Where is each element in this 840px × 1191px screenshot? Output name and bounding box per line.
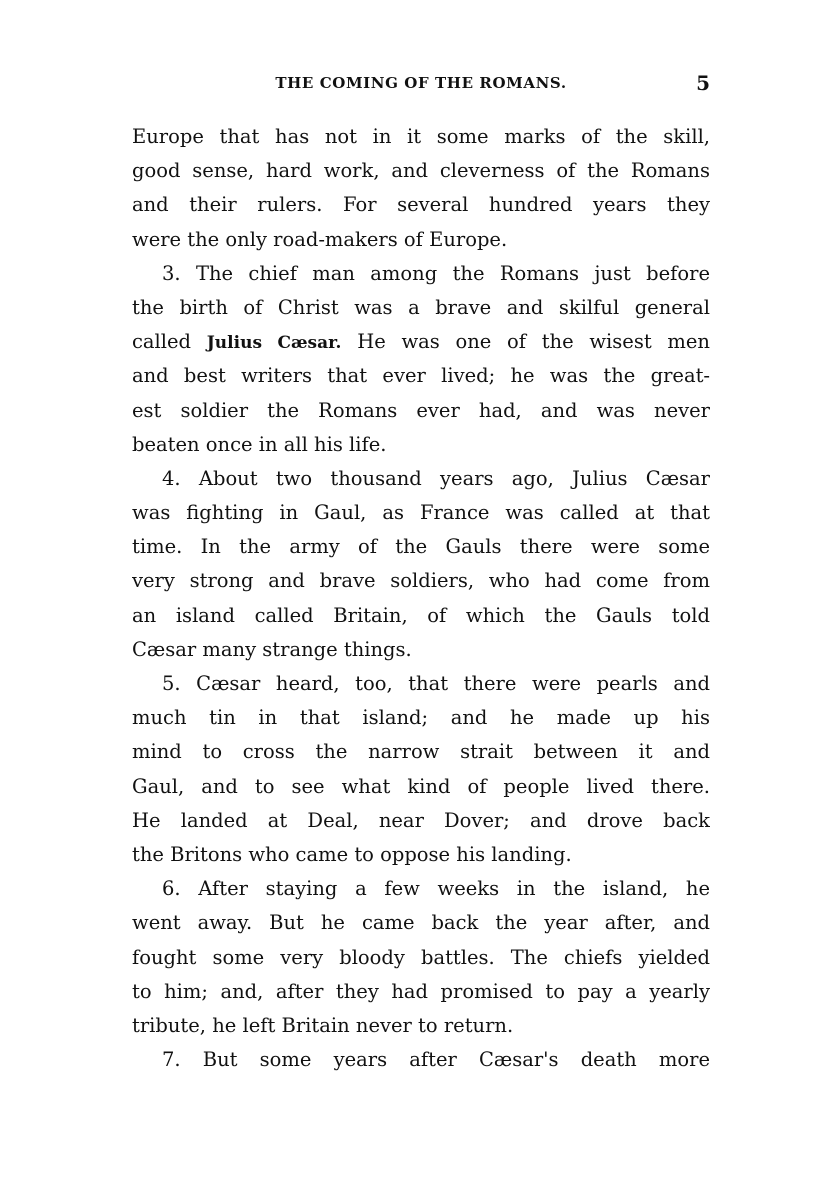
text-line: and best writers that ever lived; he was the great-	[132, 364, 710, 388]
text-line: to him; and, after they had promised to pay a yearly	[132, 979, 710, 1003]
paragraph-4-start: 4. About two thousand years ago, Julius Cæsar	[162, 466, 710, 490]
text-line: went away. But he came back the year after, and	[132, 911, 710, 935]
paragraph-6-start: 6. After staying a few weeks in the island, he	[162, 877, 710, 901]
text-line: Europe that has not in it some marks of the skill,	[132, 125, 710, 148]
running-title: THE COMING OF THE ROMANS.	[275, 74, 567, 92]
text-line: Gaul, and to see what kind of people lived there.	[132, 774, 710, 798]
page-number: 5	[696, 71, 710, 95]
text-line: Cæsar many strange things.	[132, 637, 412, 661]
text-line: very strong and brave soldiers, who had come from	[132, 569, 710, 593]
julius-caesar-bold: Julius Cæsar.	[206, 333, 342, 354]
text-line: beaten once in all his life.	[132, 432, 387, 456]
paragraph-3-start: 3. The chief man among the Romans just before	[162, 261, 710, 285]
text-segment: He was one of the wisest men	[357, 330, 710, 354]
text-line: good sense, hard work, and cleverness of the Romans	[132, 159, 710, 183]
text-line: fought some very bloody battles. The chiefs yielded	[132, 945, 710, 969]
text-line: tribute, he left Britain never to return.	[132, 1013, 514, 1037]
text-line-with-name	[132, 325, 710, 359]
paragraph-5-start: 5. Cæsar heard, too, that there were pearls and	[162, 672, 710, 695]
text-line: the Britons who came to oppose his landing.	[132, 842, 572, 866]
text-line: much tin in that island; and he made up his	[132, 706, 710, 730]
running-header	[132, 71, 710, 102]
text-line: and their rulers. For several hundred years they	[132, 193, 710, 217]
text-line: est soldier the Romans ever had, and was never	[132, 398, 710, 422]
body-text	[132, 120, 710, 1077]
text-segment: called	[132, 330, 192, 354]
text-line: time. In the army of the Gauls there were some	[132, 535, 710, 559]
text-line: the birth of Christ was a brave and skilful general	[132, 295, 710, 319]
text-line: an island called Britain, of which the Gauls told	[132, 603, 710, 627]
paragraph-7-start: 7. But some years after Cæsar's death more	[162, 1048, 710, 1072]
text-line: mind to cross the narrow strait between it and	[132, 740, 710, 764]
text-line: He landed at Deal, near Dover; and drove back	[132, 808, 710, 832]
text-line: were the only road-makers of Europe.	[132, 227, 508, 251]
text-line: was fighting in Gaul, as France was called at that	[132, 501, 710, 525]
